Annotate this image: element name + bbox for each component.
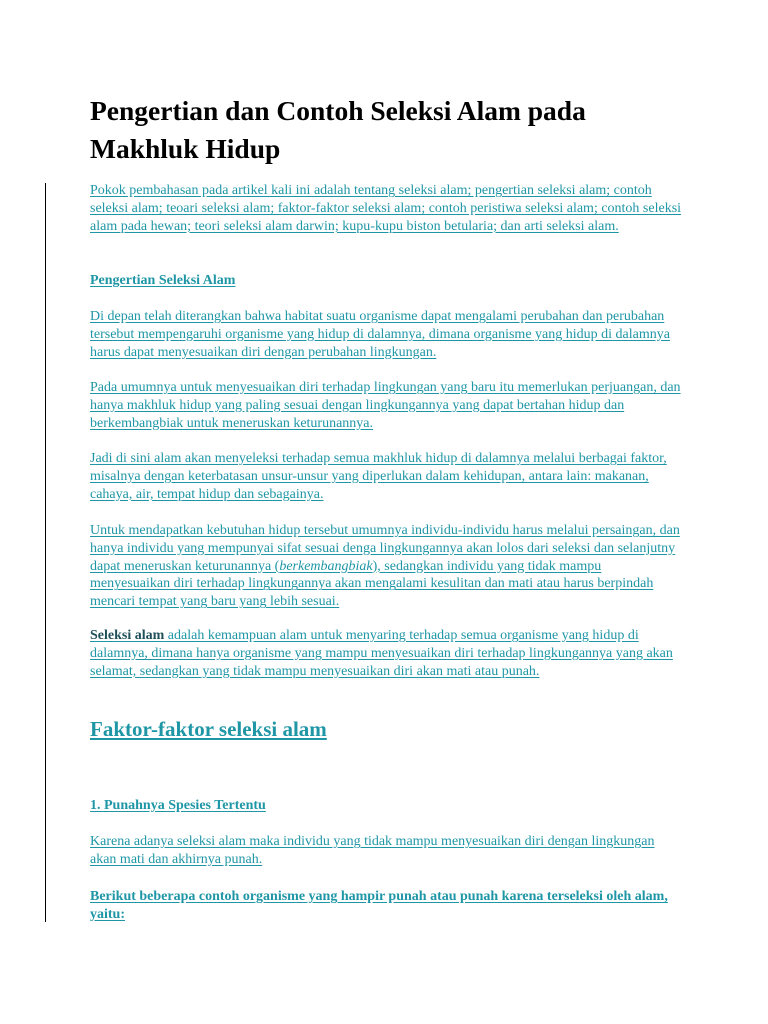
paragraph-7[interactable]: Berikut beberapa contoh organisme yang hampir punah atau punah karena terseleksi oleh alam, yaitu: xyxy=(90,889,668,922)
paragraph-2[interactable]: Pada umumnya untuk menyesuaikan diri terhadap lingkungan yang baru itu memerlukan perjuangan, dan hanya makhluk hidup yang paling sesuai dengan lingkungannya yang dapat bertahan hidup dan berkembangbiak untuk meneruskan keturunannya. xyxy=(90,380,681,431)
heading-punahnya[interactable]: 1. Punahnya Spesies Tertentu xyxy=(90,798,266,813)
heading-faktor[interactable]: Faktor-faktor seleksi alam xyxy=(90,717,327,741)
paragraph-4-text-a: Untuk mendapatkan kebutuhan hidup tersebut umumnya individu-individu harus melalui persaingan, dan hanya individu yang mempunyai sifat sesuai denga lingkungannya akan lolos dari seleksi dan selanjutny dapat meneruskan keturunannya ( xyxy=(90,523,680,574)
change-bar xyxy=(45,183,46,922)
paragraph-6[interactable]: Karena adanya seleksi alam maka individu yang tidak mampu menyesuaikan diri dengan lingkungan akan mati dan akhirnya punah. xyxy=(90,834,655,867)
page-title: Pengertian dan Contoh Seleksi Alam pada Makhluk Hidup xyxy=(90,95,586,164)
heading-pengertian[interactable]: Pengertian Seleksi Alam xyxy=(90,273,236,288)
paragraph-1[interactable]: Di depan telah diterangkan bahwa habitat suatu organisme dapat mengalami perubahan dan perubahan tersebut mempengaruhi organisme yang hidup di dalamnya, dimana organisme yang hidup di dalamnya harus dapat menyesuaikan diri dengan perubahan lingkungan. xyxy=(90,309,670,360)
paragraph-4-text-b: ), sedangkan individu yang tidak mampu menyesuaikan diri terhadap lingkungannya akan mengalami kesulitan dan mati atau harus berpindah mencari tempat yang baru yang lebih sesuai. xyxy=(90,558,654,610)
paragraph-3[interactable]: Jadi di sini alam akan menyeleksi terhadap semua makhluk hidup di dalamnya melalui berbagai faktor, misalnya dengan keterbatasan unsur-unsur yang diperlukan dalam kehidupan, antara lain: makanan, cahaya, air, tempat hidup dan sebagainya. xyxy=(90,451,667,502)
seleksi-alam-term: Seleksi alam xyxy=(90,628,165,643)
paragraph-5[interactable] xyxy=(90,627,682,680)
paragraph-4[interactable] xyxy=(90,522,682,611)
paragraph-5-text: adalah kemampuan alam untuk menyaring terhadap semua organisme yang hidup di dalamnya, dimana hanya organisme yang mampu menyesuaikan diri terhadap lingkungannya yang akan selamat, sedangkan yang tidak mampu menyesuaikan diri akan mati atau punah. xyxy=(90,628,673,679)
paragraph-4-italic: berkembangbiak xyxy=(279,558,373,574)
document-content xyxy=(90,92,682,922)
intro-paragraph[interactable]: Pokok pembahasan pada artikel kali ini adalah tentang seleksi alam; pengertian seleksi alam; contoh seleksi alam; teoari seleksi alam; faktor-faktor seleksi alam; contoh peristiwa seleksi alam; contoh seleksi alam pada hewan; teori seleksi alam darwin; kupu-kupu biston betularia; dan arti seleksi alam. xyxy=(90,183,682,234)
